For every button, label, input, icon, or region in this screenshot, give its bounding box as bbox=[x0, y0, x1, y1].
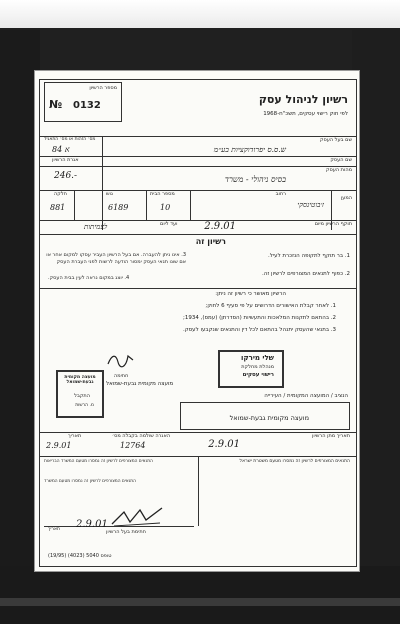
addr-divider-2 bbox=[190, 190, 191, 220]
signature-bottom-label: חתימת בעל הרשיון bbox=[106, 529, 146, 535]
block-label: גוש bbox=[106, 191, 113, 197]
reg-label-right: התנאים המצורפים לרשיון זה נמסרו מטעם משטרת ישראל bbox=[239, 459, 350, 464]
street-label: רחוב bbox=[275, 191, 286, 197]
serial-prefix: № bbox=[49, 98, 63, 111]
final-date-label: תאריך bbox=[48, 527, 60, 532]
license-item-2: 2. כפוף לתנאים המצורפים לרשיון זה. bbox=[262, 271, 350, 277]
received-stamp-line-3: מ. הרשות bbox=[75, 403, 94, 408]
rule-6 bbox=[40, 234, 356, 235]
signature-label: חתימה bbox=[114, 373, 129, 379]
owner-value: ש.ס.ס יפרודוקציות בע״מ bbox=[213, 145, 286, 154]
issue-date-label: תאריך מתן הרשיון bbox=[312, 433, 350, 439]
owner-code: א 84 bbox=[52, 145, 70, 154]
license-document bbox=[34, 70, 360, 572]
receipt-value: 12764 bbox=[120, 441, 146, 450]
rule-7 bbox=[40, 288, 356, 289]
rule-8 bbox=[40, 432, 356, 433]
receipt-label: האגרה שולמה בקבלה מס׳ bbox=[112, 433, 171, 439]
reg-label-left: התנאים המצורפים לרשיון זה נמסרו מטעם המשרד הבריאות bbox=[44, 459, 153, 464]
scan-frame-highlight bbox=[0, 598, 400, 606]
owner-signature bbox=[110, 506, 166, 528]
address-label: המען bbox=[340, 195, 352, 201]
received-stamp-line-2: התקבל bbox=[74, 393, 90, 399]
until-label: ועד ליום bbox=[160, 221, 178, 227]
council-label: מועצה מקומית גבעת-שמואל bbox=[106, 381, 174, 387]
house-label: מספר הבית bbox=[150, 191, 175, 197]
serial-box bbox=[44, 82, 122, 122]
received-stamp bbox=[56, 370, 104, 418]
stamp-line-1: שלי מירקו bbox=[241, 354, 274, 362]
manager-stamp bbox=[218, 350, 284, 388]
license-item-1: 1. בר תוקף לתקופה הנזכרת לעיל. bbox=[268, 253, 350, 259]
scan-frame-bottom bbox=[0, 566, 400, 624]
rule-4 bbox=[40, 190, 356, 191]
id-label: מס׳ הזהות או מס׳ התאגיד bbox=[44, 137, 96, 142]
license-item-4: 4. יוצג במקום נראה לעין בבית העסק. bbox=[48, 275, 130, 281]
received-stamp-line-1: מועצה מקומית גבעת-שמואל bbox=[64, 375, 96, 386]
col-divider bbox=[102, 136, 103, 230]
serial-label: מספר הרשיון bbox=[89, 85, 117, 91]
bottom-divider bbox=[198, 456, 199, 526]
condition-1: 1. לאחר קבלת האישורים הדרושים על פי סעיף 6 לחוק; bbox=[205, 303, 336, 309]
license-heading: רשיון זה bbox=[195, 237, 226, 246]
rule-10 bbox=[44, 526, 194, 527]
business-desc-value: בסיס ניהולי - משרד bbox=[224, 175, 286, 184]
license-item-3: 3. אינו ניתן להעברה. אם בעל הרשיון העביר עסקו למקום אחר או אם שונו תנאי העסק ימסור הודעה לרשות לפני העברת העסק bbox=[46, 252, 186, 265]
council-name: מועצה מקומית גבעת-שמואל bbox=[229, 414, 309, 422]
fee-label: אגרת הרשיון bbox=[52, 157, 79, 163]
rule-5 bbox=[40, 220, 356, 221]
fee-value: 246.- bbox=[54, 171, 78, 181]
rule-3 bbox=[40, 166, 356, 167]
conditions-heading: הרשיון מאושר כי רשיון זה ניתן: bbox=[215, 291, 286, 297]
stamp-line-3: רישוי עסקים bbox=[242, 372, 274, 378]
issue-date-value: 2.9.01 bbox=[208, 439, 240, 450]
date-issued-value: 2.9.01 bbox=[204, 221, 236, 232]
owner-label: שם בעל העסק bbox=[319, 137, 352, 143]
reg-label-left-2: התנאים המצורפים לרשיון זה נמסרו מטעם המשרד bbox=[44, 479, 136, 484]
document-title: רשיון לניהול עסק bbox=[258, 93, 348, 106]
stamp-line-2: מנהלת מחלקת bbox=[241, 364, 274, 370]
document-subtitle: לפי חוק רישוי עסקים, תשכ"ח-1968 bbox=[263, 111, 348, 117]
rule-2 bbox=[40, 156, 356, 157]
date-issued-label: תוקף הרשיון מיום bbox=[314, 221, 352, 227]
block-value: 6189 bbox=[108, 203, 129, 212]
date-paid-label: תאריך bbox=[68, 433, 82, 439]
scan-top-margin bbox=[0, 0, 400, 30]
addr-divider-4 bbox=[74, 190, 75, 220]
license-form bbox=[39, 79, 357, 567]
official-signature bbox=[106, 350, 136, 370]
issuer-box bbox=[180, 402, 350, 430]
condition-2: 2. בהתאם לתקנות המלאכות והתעשיות (הסדרתן) (עמס), 1934; bbox=[182, 315, 336, 321]
business-desc-label: מהות העסק bbox=[325, 167, 352, 173]
until-value: לצמיתות bbox=[84, 223, 108, 231]
condition-3: 3. בתנאי שהעסק יתנהל בהתאם לכל דין והתנאים שנקבעו לעסק. bbox=[182, 327, 336, 333]
issuer-label: הנציב / המועצה המקומית / העירייה bbox=[264, 393, 348, 399]
parcel-value: 881 bbox=[50, 203, 66, 212]
date-paid-value: 2.9.01 bbox=[46, 441, 72, 450]
addr-divider-3 bbox=[146, 190, 147, 220]
final-date-value: 2.9.01 bbox=[76, 519, 108, 530]
house-value: 10 bbox=[160, 203, 171, 212]
scan-frame-top bbox=[0, 28, 400, 72]
parcel-label: חלקה bbox=[54, 191, 67, 197]
serial-number: 0132 bbox=[73, 100, 101, 111]
business-name-label: שם העסק bbox=[330, 157, 352, 163]
footer-code: טופס 5040 (4023) (19/95) bbox=[48, 553, 112, 559]
street-value: ז׳בוטינסקי bbox=[297, 201, 324, 209]
